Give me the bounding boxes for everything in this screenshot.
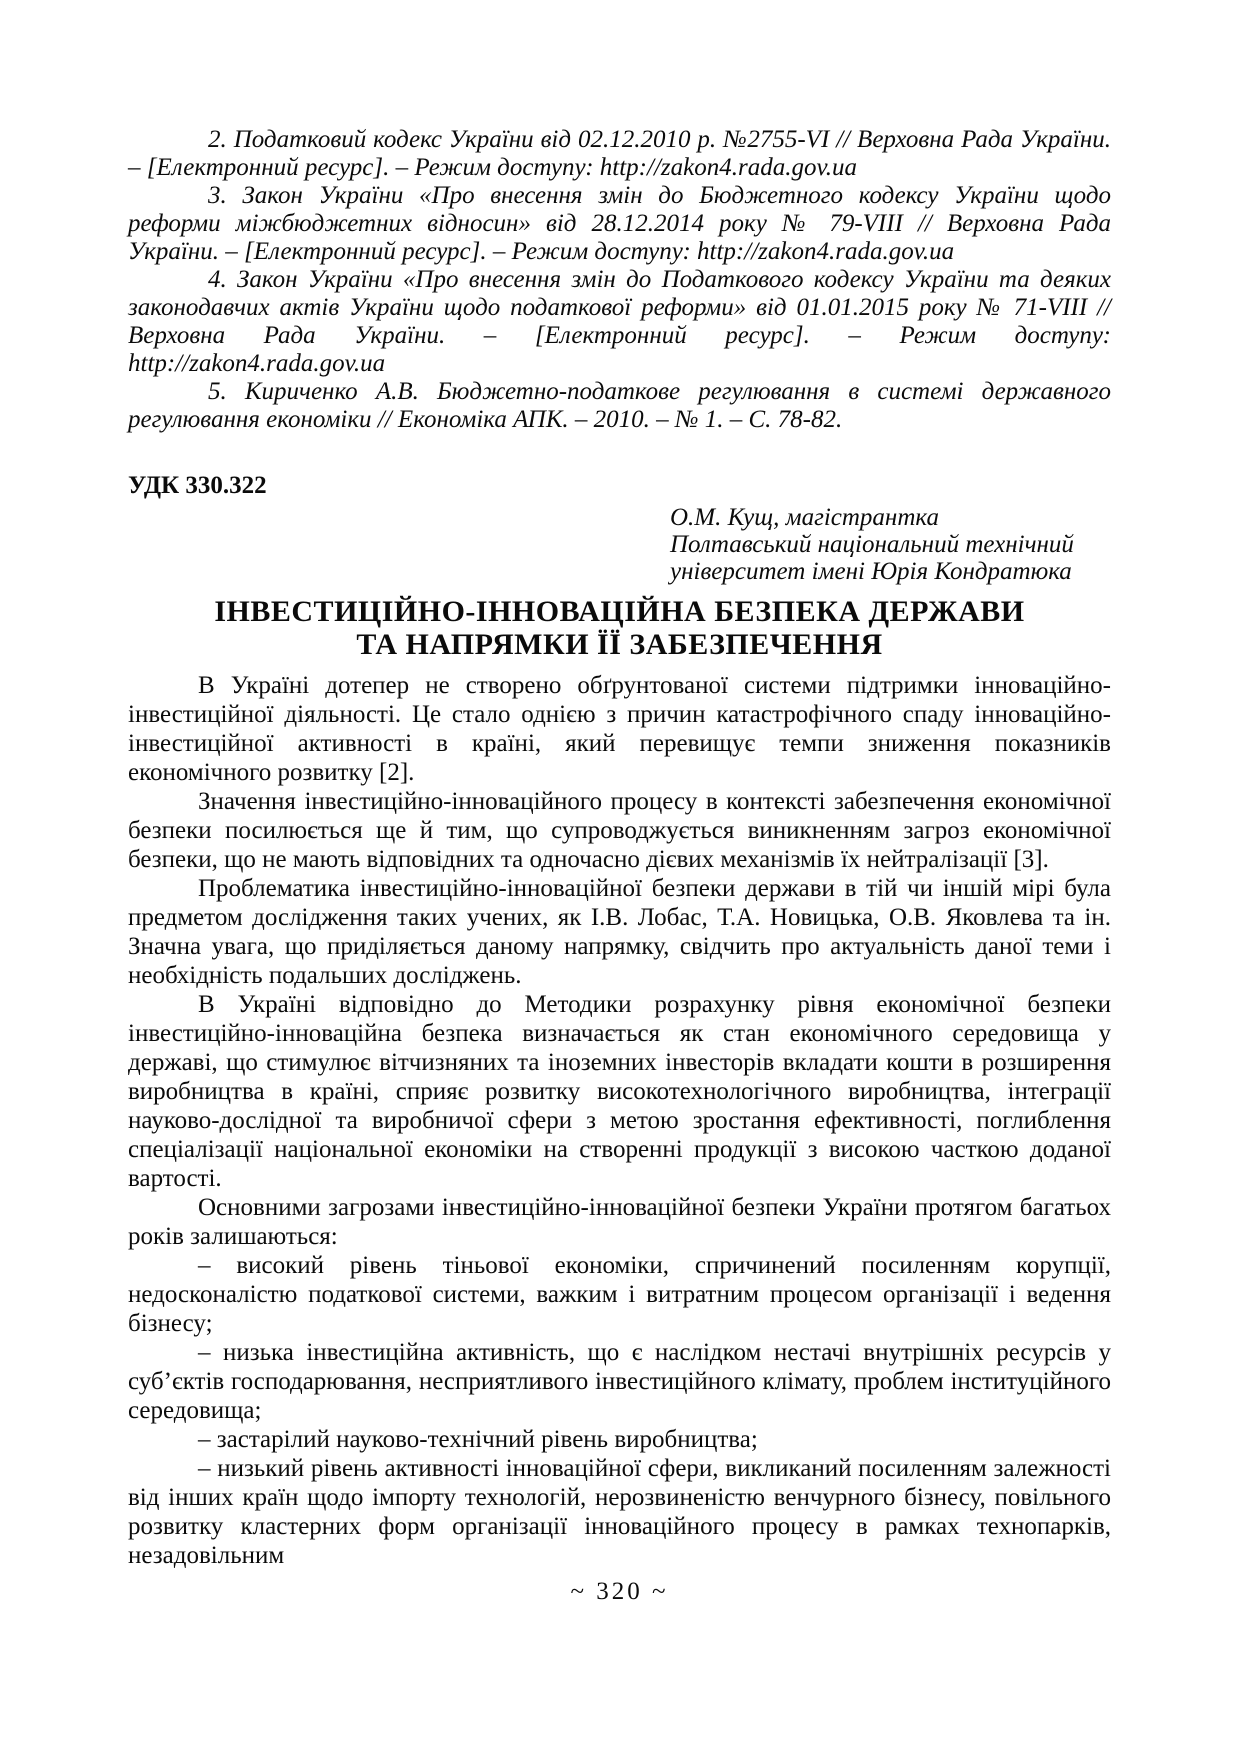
paragraph: В Україні дотепер не створено обґрунтованої системи підтримки інноваційно-інвестиційної діяльності. Це стало однією з причин катастрофічного спаду інноваційно-інвестиційної активності в країні, який перевищує темпи зниження показників економічного розвитку [2]. bbox=[128, 672, 1111, 786]
paragraph: Значення інвестиційно-інноваційного процесу в контексті забезпечення економічної безпеки посилюється ще й тим, що супроводжується виникненням загроз економічної безпеки, що не мають відповідних та одночасно дієвих механізмів їх нейтралізації [3]. bbox=[128, 788, 1111, 873]
paragraph: В Україні відповідно до Методики розрахунку рівня економічної безпеки інвестиційно-інноваційна безпека визначається як стан економічного середовища у державі, що стимулює вітчизняних та іноземних інвесторів вкладати кошти в розширення виробництва в країні, сприяє розвитку високотехнологічного виробництва, інтеграції науково-дослідної та виробничої сфери з метою зростання ефективності, поглиблення спеціалізації національної економіки на створенні продукції з високою часткою доданої вартості. bbox=[128, 991, 1111, 1192]
article-title-line: ТА НАПРЯМКИ ЇЇ ЗАБЕЗПЕЧЕННЯ bbox=[356, 628, 883, 661]
bullet-item: – застарілий науково-технічний рівень виробництва; bbox=[198, 1426, 758, 1453]
bullet-item: – низький рівень активності інноваційної сфери, викликаний посиленням залежності від інших країн щодо імпорту технологій, нерозвиненістю венчурного бізнесу, повільного розвитку кластерних форм організації інноваційного процесу в рамках технопарків, незадовільним bbox=[128, 1455, 1111, 1569]
author-affiliation-line: Полтавський національний технічний bbox=[670, 531, 1074, 558]
reference-item: 3. Закон України «Про внесення змін до Бюджетного кодексу України щодо реформи міжбюджетних відносин» від 28.12.2014 року № 79-VIII // Верховна Рада України. – [Електронний ресурс]. – Режим доступу: http://zakon4.rada.gov.ua bbox=[128, 182, 1111, 265]
paragraph: Основними загрозами інвестиційно-інноваційної безпеки України протягом багатьох років залишаються: bbox=[128, 1194, 1111, 1250]
page-number: ~ 320 ~ bbox=[570, 1578, 669, 1605]
reference-item: 5. Кириченко А.В. Бюджетно-податкове регулювання в системі державного регулювання економіки // Економіка АПК. – 2010. – № 1. – С. 78-82. bbox=[128, 378, 1111, 433]
article-body bbox=[128, 671, 1111, 1570]
author-affiliation-line: університет імені Юрія Кондратюка bbox=[670, 558, 1072, 585]
bullet-item: – високий рівень тіньової економіки, спричинений посиленням корупції, недосконалістю податкової системи, важким і витратним процесом організації і ведення бізнесу; bbox=[128, 1252, 1111, 1337]
references-list bbox=[128, 126, 1111, 434]
reference-item: 2. Податковий кодекс України від 02.12.2010 р. №2755-VI // Верховна Рада України. – [Електронний ресурс]. – Режим доступу: http://zakon4.rada.gov.ua bbox=[128, 126, 1111, 181]
udc-code: УДК 330.322 bbox=[128, 472, 267, 499]
paragraph: Проблематика інвестиційно-інноваційної безпеки держави в тій чи іншій мірі була предметом дослідження таких учених, як І.В. Лобас, Т.А. Новицька, О.В. Яковлева та ін. Значна увага, що приділяється даному напрямку, свідчить про актуальність даної теми і необхідність подальших досліджень. bbox=[128, 875, 1111, 989]
article-title bbox=[128, 595, 1111, 661]
author-block bbox=[670, 504, 1111, 585]
bullet-item: – низька інвестиційна активність, що є наслідком нестачі внутрішніх ресурсів у суб’єктів господарювання, несприятливого інвестиційного клімату, проблем інституційного середовища; bbox=[128, 1339, 1111, 1424]
reference-item: 4. Закон України «Про внесення змін до Податкового кодексу України та деяких законодавчих актів України щодо податкової реформи» від 01.01.2015 року № 71-VIII // Верховна Рада України. – [Електронний ресурс]. – Режим доступу: http://zakon4.rada.gov.ua bbox=[128, 266, 1111, 377]
article-title-line: ІНВЕСТИЦІЙНО-ІННОВАЦІЙНА БЕЗПЕКА ДЕРЖАВИ bbox=[214, 595, 1025, 628]
author-name: О.М. Кущ, магістрантка bbox=[670, 504, 939, 531]
